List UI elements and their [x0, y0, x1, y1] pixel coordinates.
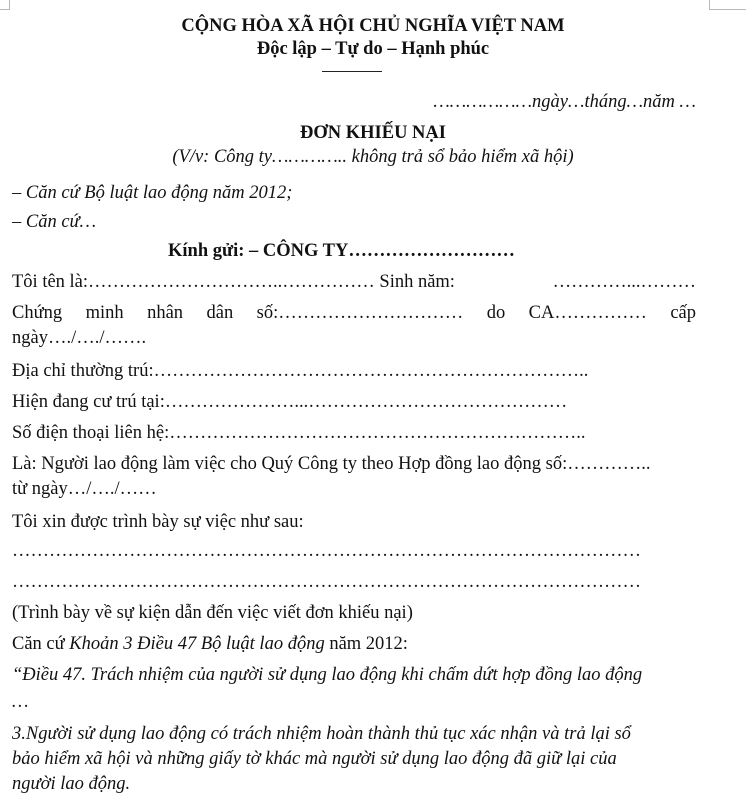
legal-citation [12, 633, 696, 655]
statement-blank-line: ………………………………………………………………………………………… [12, 572, 641, 592]
id-word: Chứng [12, 303, 63, 323]
clause-text: bảo hiểm xã hội và những giấy tờ khác mà người sử dụng lao động đã giữ lại của [12, 749, 617, 769]
clause-text: 3.Người sử dụng lao động có trách nhiệm hoàn thành thủ tục xác nhận và trả lại sổ [12, 724, 631, 744]
id-word: nhân [147, 303, 184, 323]
citation-prefix: Căn cứ [12, 634, 70, 654]
id-field-row [12, 302, 696, 324]
id-word: minh [85, 303, 124, 323]
id-word: do [486, 303, 506, 323]
statement-note: (Trình bày về sự kiện dẫn đến việc viết đơn khiếu nại) [12, 603, 413, 623]
name-field: Tôi tên là:…………………………..…………… Sinh năm: [12, 272, 455, 292]
motto-heading: Độc lập – Tự do – Hạnh phúc [256, 39, 490, 59]
legal-basis-item: – Căn cứ… [12, 212, 97, 232]
issuer-field: CA…………… [528, 303, 647, 323]
country-heading: CỘNG HÒA XÃ HỘI CHỦ NGHĨA VIỆT NAM [181, 16, 565, 36]
legal-basis-item: – Căn cứ Bộ luật lao động năm 2012; [12, 183, 293, 203]
permanent-address-field: Địa chỉ thường trú:…………………………………………………………….. [12, 361, 589, 381]
statement-intro: Tôi xin được trình bày sự việc như sau: [12, 512, 304, 532]
header-divider [322, 71, 382, 72]
recipient-company: – CÔNG TY……………………… [249, 241, 515, 261]
id-number-field: số:………………………… [256, 303, 464, 323]
citation-reference: Khoản 3 Điều 47 Bộ luật lao động [69, 634, 325, 654]
current-residence-field: Hiện đang cư trú tại:…………………...…………………………………… [12, 392, 568, 412]
page-corner-mark [0, 0, 10, 10]
id-word: cấp [670, 303, 696, 323]
document-subject: (V/v: Công ty………….. không trả sổ bảo hiểm xã hội) [172, 147, 574, 167]
statement-blank-line: ………………………………………………………………………………………… [12, 541, 641, 561]
document-title: ĐƠN KHIẾU NẠI [300, 123, 446, 143]
phone-field: Số điện thoại liên hệ:………………………………………………………….. [12, 423, 586, 443]
date-line: ………………ngày…tháng…năm … [433, 92, 696, 112]
clause-text: người lao động. [12, 774, 131, 794]
recipient-label: Kính gửi: [168, 241, 245, 261]
recipient-line [168, 240, 515, 262]
page-corner-mark [709, 0, 746, 10]
citation-suffix: năm 2012: [324, 634, 408, 654]
id-issue-date-field: ngày…./…./……. [12, 328, 147, 348]
article-ellipsis: … [12, 692, 29, 712]
article-heading: “Điều 47. Trách nhiệm của người sử dụng lao động khi chấm dứt hợp đồng lao động [12, 665, 643, 685]
birth-year-field: …………...……… [552, 272, 696, 292]
contract-field: Là: Người lao động làm việc cho Quý Công ty theo Hợp đồng lao động số:………….. [12, 454, 651, 474]
id-word: dân [206, 303, 234, 323]
contract-date-field: từ ngày…/…./…… [12, 479, 157, 499]
name-field-row [12, 271, 696, 293]
